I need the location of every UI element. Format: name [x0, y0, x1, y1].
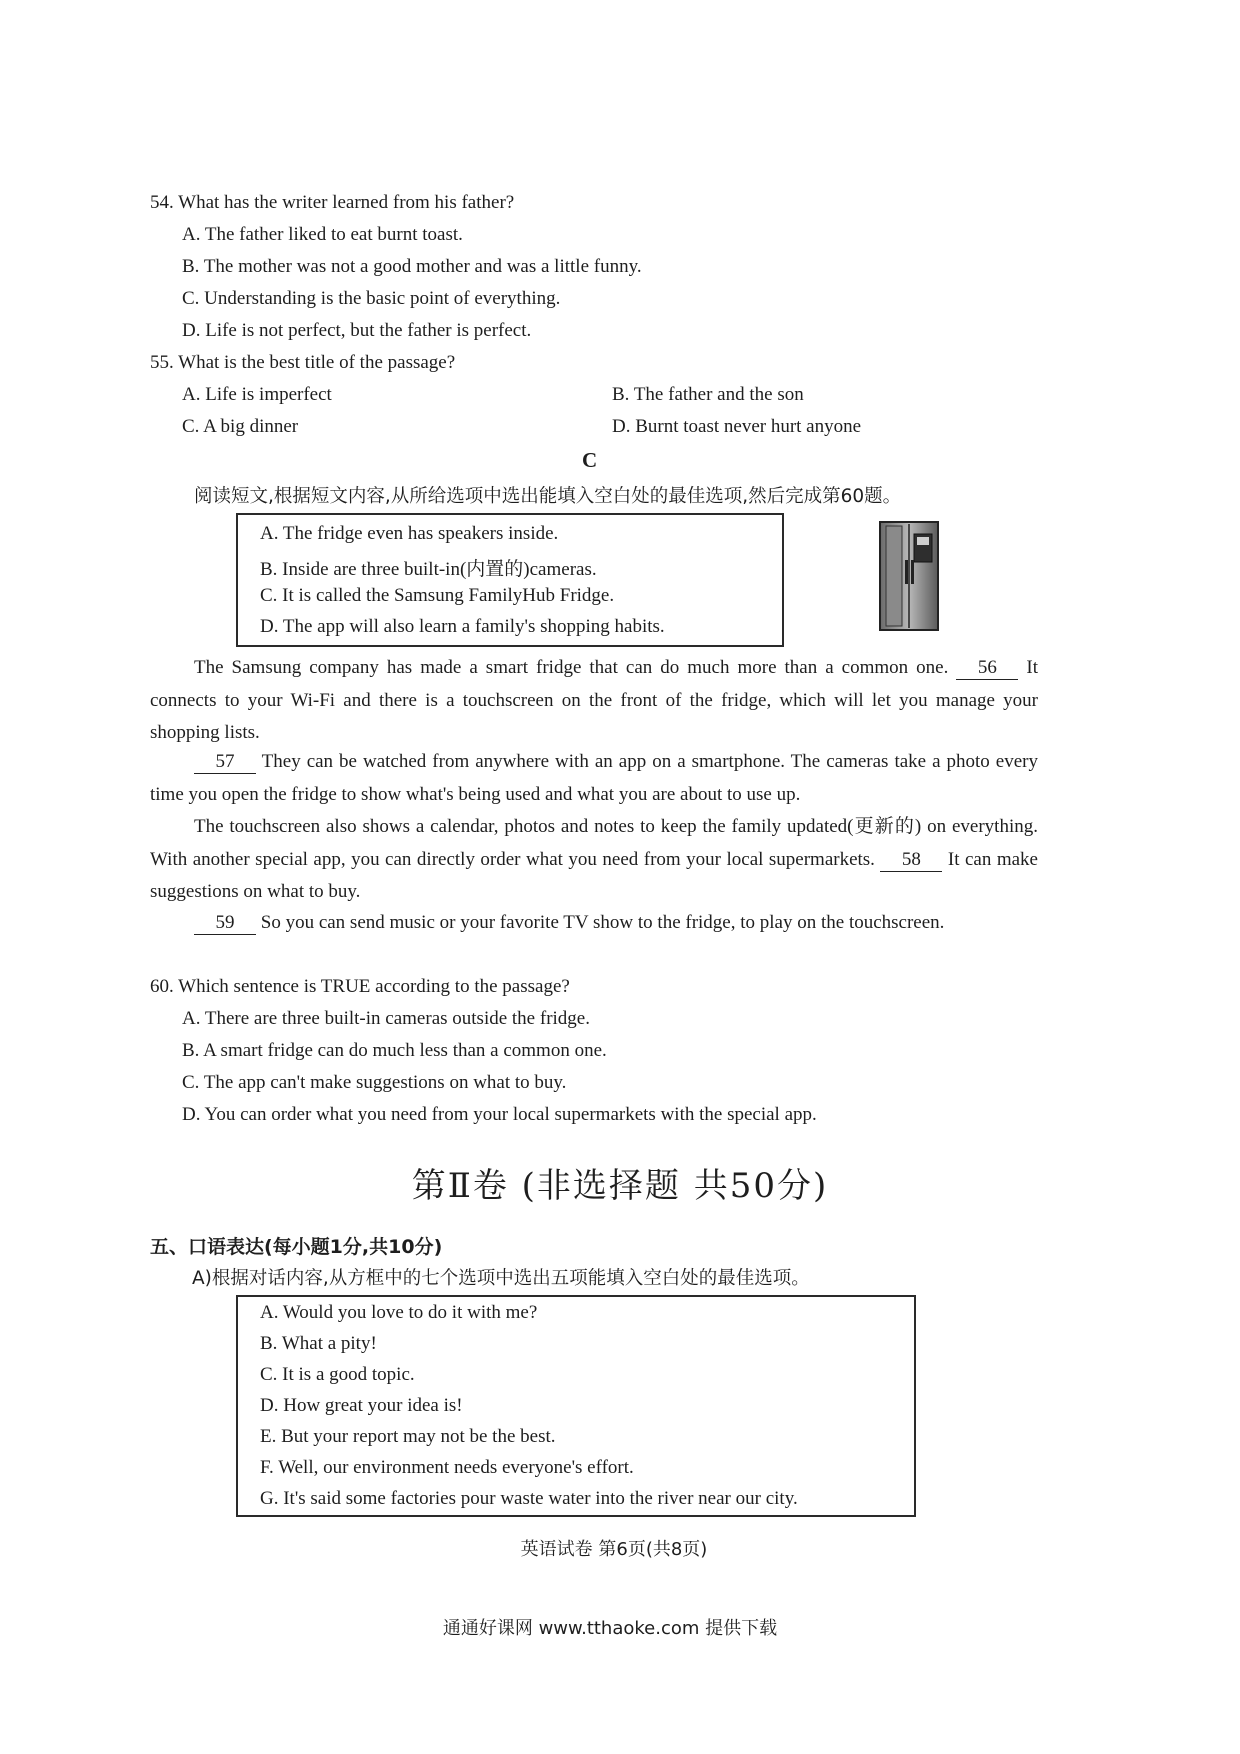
dialogue-option-g: G. It's said some factories pour waste water into the river near our city.: [260, 1488, 798, 1509]
q60-option-b: B. A smart fridge can do much less than a common one.: [182, 1040, 607, 1061]
box-option-d: D. The app will also learn a family's shopping habits.: [260, 616, 665, 637]
blank-59: 59: [194, 912, 256, 935]
q55-option-d: D. Burnt toast never hurt anyone: [612, 416, 862, 437]
section-5-heading: 五、口语表达(每小题1分,共10分): [150, 1236, 443, 1258]
dialogue-option-f: F. Well, our environment needs everyone's effort.: [260, 1457, 634, 1478]
q60-option-a: A. There are three built-in cameras outside the fridge.: [182, 1008, 590, 1029]
p3-rest-text: It can make suggestions on what to buy.: [150, 848, 1038, 902]
q54-option-b: B. The mother was not a good mother and was a little funny.: [182, 256, 642, 277]
p1-text: The Samsung company has made a smart fridge that can do much more than a common one.: [194, 657, 949, 678]
p2-text: They can be watched from anywhere with an app on a smartphone. The cameras take a photo every time you open the fridge to show what's being used and what you are about to use up.: [150, 751, 1038, 805]
part-2-title: 第Ⅱ卷 (非选择题 共50分): [411, 1166, 829, 1206]
blank-58: 58: [880, 849, 942, 872]
q54-option-d: D. Life is not perfect, but the father is perfect.: [182, 320, 532, 341]
q55-option-c: C. A big dinner: [182, 416, 299, 437]
p1-rest-text: It connects to your Wi-Fi and there is a touchscreen on the front of the fridge, which will let you manage your shopping lists.: [150, 657, 1039, 743]
dialogue-option-e: E. But your report may not be the best.: [260, 1426, 556, 1447]
p4-text: So you can send music or your favorite TV show to the fridge, to play on the touchscreen.: [260, 912, 945, 933]
passage-paragraph-4: [150, 907, 1038, 940]
q54-option-a: A. The father liked to eat burnt toast.: [182, 224, 463, 245]
question-60: 60. Which sentence is TRUE according to the passage?: [150, 976, 570, 997]
question-55: 55. What is the best title of the passage?: [150, 352, 456, 373]
dialogue-option-b: B. What a pity!: [260, 1333, 377, 1354]
p3-text: The touchscreen also shows a calendar, photos and notes to keep the family updated(更新的) on everything. With another special app, you can directly order what you need from your local supermarkets.: [150, 816, 1038, 870]
smart-fridge-icon: [878, 520, 940, 632]
dialogue-option-c: C. It is a good topic.: [260, 1364, 415, 1385]
passage-paragraph-3: [150, 811, 1038, 909]
q55-option-b: B. The father and the son: [612, 384, 804, 405]
download-site-credit: 通通好课网 www.tthaoke.com 提供下载: [442, 1618, 778, 1639]
q60-option-c: C. The app can't make suggestions on what to buy.: [182, 1072, 567, 1093]
q60-option-d: D. You can order what you need from your local supermarkets with the special app.: [182, 1104, 817, 1125]
section-c-options-box: [236, 513, 784, 647]
section-c-heading: C: [582, 448, 598, 472]
dialogue-options-box: [236, 1295, 916, 1517]
blank-57: 57: [194, 751, 256, 774]
blank-56: 56: [956, 657, 1018, 680]
passage-paragraph-1: [150, 652, 1038, 750]
q55-option-a: A. Life is imperfect: [182, 384, 332, 405]
passage-paragraph-2: [150, 746, 1038, 811]
page-footer: 英语试卷 第6页(共8页): [520, 1539, 708, 1560]
box-option-a: A. The fridge even has speakers inside.: [260, 523, 559, 544]
section-c-instruction: 阅读短文,根据短文内容,从所给选项中选出能填入空白处的最佳选项,然后完成第60题。: [194, 486, 902, 507]
question-54: 54. What has the writer learned from his father?: [150, 192, 515, 213]
q54-option-c: C. Understanding is the basic point of everything.: [182, 288, 561, 309]
section-5a-instruction: A)根据对话内容,从方框中的七个选项中选出五项能填入空白处的最佳选项。: [192, 1268, 810, 1289]
box-option-c: C. It is called the Samsung FamilyHub Fridge.: [260, 585, 615, 606]
box-option-b: B. Inside are three built-in(内置的)cameras.: [260, 559, 597, 580]
dialogue-option-a: A. Would you love to do it with me?: [260, 1302, 538, 1323]
dialogue-option-d: D. How great your idea is!: [260, 1395, 463, 1416]
